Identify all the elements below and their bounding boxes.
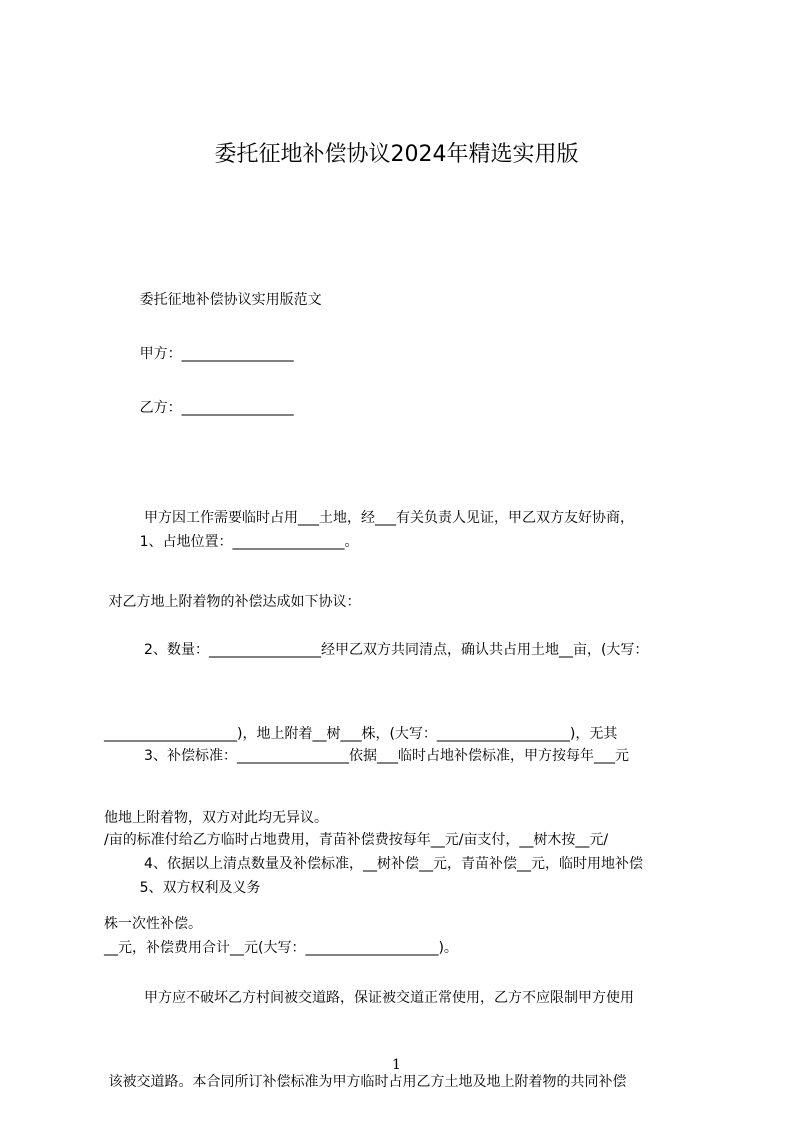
item-5-line-2: 该被交道路。本合同所订补偿标准为甲方临时占用乙方土地及地上附着物的共同补偿 bbox=[104, 1074, 627, 1090]
item-2-line-1: 2、数量：________________经甲乙双方共同清点，确认共占用土地__亩，(大写： bbox=[104, 642, 649, 658]
item-2-line-2: ___________________)，地上附着__树___株，(大写：___________________)，无其 bbox=[104, 726, 618, 742]
item-3-line-1: 3、补偿标准：________________依据___临时占地补偿标准，甲方按每年___元 bbox=[104, 748, 629, 764]
item-2-line-3: 他地上附着物，双方对此均无异议。 bbox=[104, 810, 328, 826]
item-5-line-1: 甲方应不破坏乙方村间被交道路，保证被交道正常使用，乙方不应限制甲方使用 bbox=[104, 990, 635, 1006]
item-1-location: 1、占地位置：________________。 bbox=[104, 534, 359, 550]
party-a-line: 甲方：________________ bbox=[104, 346, 294, 362]
item-3-line-2: /亩的标准付给乙方临时占地费用，青苗补偿费按每年__元/亩支付，__树木按__元/ bbox=[104, 832, 609, 848]
item-4-line-1: 4、依据以上清点数量及补偿标准，__树补偿__元，青苗补偿__元，临时用地补偿 bbox=[104, 856, 643, 872]
party-b-line: 乙方：________________ bbox=[104, 400, 294, 416]
page-number: 1 bbox=[392, 1057, 401, 1073]
subtitle: 委托征地补偿协议实用版范文 bbox=[104, 292, 322, 308]
document-title: 委托征地补偿协议2024年精选实用版 bbox=[214, 142, 579, 167]
intro-line-1: 甲方因工作需要临时占用___土地，经___有关负责人见证，甲乙双方友好协商， bbox=[104, 510, 635, 526]
item-5-heading: 5、双方权利及义务 bbox=[104, 880, 261, 896]
item-5-body bbox=[104, 928, 716, 1124]
item-3-line-3: 株一次性补偿。 bbox=[104, 916, 202, 932]
item-4-line-2: __元，补偿费用合计__元(大写：___________________)。 bbox=[104, 940, 458, 956]
intro-line-2: 对乙方地上附着物的补偿达成如下协议： bbox=[104, 594, 361, 610]
